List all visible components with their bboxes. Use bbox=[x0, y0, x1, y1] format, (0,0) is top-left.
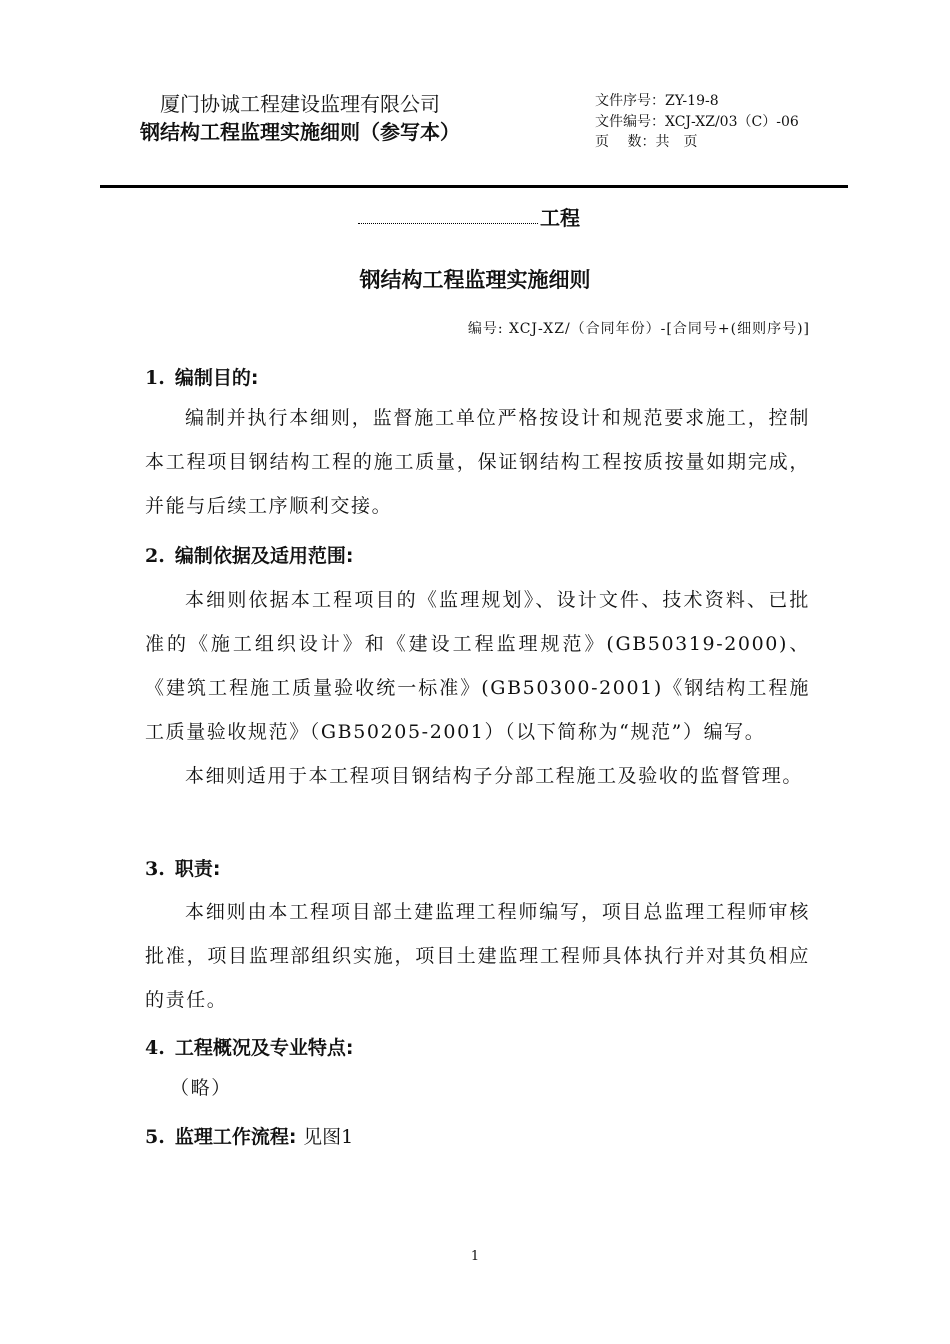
header-divider bbox=[100, 185, 848, 188]
page-count: 页 数：共 页 bbox=[595, 134, 698, 150]
section-5-heading bbox=[145, 1122, 353, 1149]
section-number: 4. bbox=[145, 1037, 165, 1059]
section-2-paragraph-2: 本细则适用于本工程项目钢结构子分部工程施工及验收的监督管理。 bbox=[185, 765, 804, 787]
section-2-heading bbox=[145, 541, 353, 568]
file-sequence-number: 文件序号：ZY-19-8 bbox=[595, 93, 719, 109]
document-code: 编号: XCJ-XZ/（合同年份）-[合同号+(细则序号)] bbox=[467, 321, 810, 337]
section-title: 编制目的: bbox=[174, 367, 259, 389]
section-4-heading bbox=[145, 1033, 353, 1060]
file-number: 文件编号：XCJ-XZ/03（C）-06 bbox=[595, 114, 799, 130]
section-number: 5. bbox=[145, 1126, 165, 1148]
project-name-blank bbox=[358, 223, 538, 224]
company-name: 厦门协诚工程建设监理有限公司 bbox=[160, 92, 440, 116]
project-suffix: 工程 bbox=[540, 206, 580, 230]
section-title: 监理工作流程: bbox=[174, 1126, 297, 1148]
page-number: 1 bbox=[470, 1249, 480, 1264]
section-1-heading bbox=[145, 363, 258, 390]
section-2-paragraph-1: 本细则依据本工程项目的《监理规划》、设计文件、技术资料、已批准的《施工组织设计》和《建设工程监理规范》(GB50319-2000)、《建筑工程施工质量验收统一标准》(GB50300-2001)《钢结构工程施工质量验收规范》（GB50205-2001）（以下简称为“规范”）编写。 bbox=[145, 589, 810, 743]
section-number: 1. bbox=[145, 367, 165, 389]
section-4-paragraph: （略） bbox=[170, 1077, 232, 1099]
flowchart-reference: 见图1 bbox=[303, 1126, 354, 1148]
section-title: 工程概况及专业特点: bbox=[174, 1037, 354, 1059]
section-number: 3. bbox=[145, 858, 165, 880]
section-1-paragraph: 编制并执行本细则，监督施工单位严格按设计和规范要求施工，控制本工程项目钢结构工程的施工质量，保证钢结构工程按质按量如期完成，并能与后续工序顺利交接。 bbox=[145, 407, 810, 517]
document-subtitle: 钢结构工程监理实施细则（参写本） bbox=[140, 120, 460, 144]
section-title: 职责: bbox=[174, 858, 221, 880]
section-3-heading bbox=[145, 854, 220, 881]
section-number: 2. bbox=[145, 545, 165, 567]
section-title: 编制依据及适用范围: bbox=[174, 545, 354, 567]
page-title: 钢结构工程监理实施细则 bbox=[359, 268, 591, 292]
section-3-paragraph: 本细则由本工程项目部土建监理工程师编写，项目总监理工程师审核批准，项目监理部组织实施，项目土建监理工程师具体执行并对其负相应的责任。 bbox=[145, 901, 810, 1011]
